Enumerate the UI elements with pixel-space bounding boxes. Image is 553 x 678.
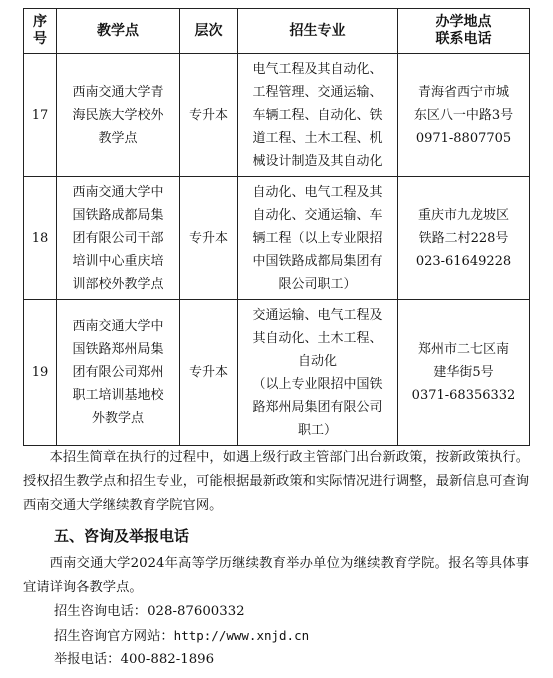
report-phone-value: 400-882-1896 (120, 652, 215, 667)
header-line: 号 (33, 31, 47, 47)
row-site (57, 54, 180, 177)
cell-line: 国铁路郑州局集 (72, 342, 164, 357)
cell-line: 职工培训基地校 (72, 388, 164, 403)
cell-line: 郑州市二七区南 (417, 342, 509, 357)
table-row (24, 177, 530, 300)
enrollment-table (23, 8, 530, 446)
cell-line: 电气工程及其自动化、 (252, 61, 383, 77)
cell-line: 教学点 (98, 130, 138, 146)
table-row (24, 54, 530, 177)
report-phone-label: 举报电话： (54, 652, 121, 667)
cell-line: 海民族大学校外 (72, 107, 164, 123)
header-addr (398, 9, 530, 54)
cell-line: 辆工程（以上专业限招 (252, 230, 383, 246)
section-intro: 西南交通大学2024年高等学历继续教育举办单位为继续教育学院。报名等具体事宜请详询各教学点。 (23, 556, 529, 595)
header-level: 层次 (180, 9, 238, 54)
cell-line: 023-61649228 (415, 253, 512, 269)
row-level: 专升本 (180, 54, 238, 177)
cell-line: 建华街5号 (433, 365, 494, 380)
cell-line: 自动化、交通运输、车 (252, 207, 383, 223)
cell-line: 西南交通大学青 (72, 84, 164, 100)
row-address-phone (398, 300, 530, 446)
official-site-link[interactable]: http://www.xnjd.cn (173, 628, 310, 643)
official-site-line (54, 626, 309, 647)
header-line: 办学地点 (435, 14, 492, 30)
enroll-phone-line (54, 602, 245, 622)
header-site: 教学点 (57, 9, 180, 54)
cell-line: 交通运输、电气工程及 (252, 307, 383, 323)
cell-line: 职工） (297, 422, 337, 438)
cell-line: 道工程、土木工程、机 (252, 130, 383, 146)
cell-line: 国铁路成都局集 (72, 207, 164, 223)
cell-line: 训部校外教学点 (72, 276, 164, 292)
row-level: 专升本 (180, 300, 238, 446)
report-phone-line (54, 650, 214, 670)
cell-line: 重庆市九龙坡区 (417, 207, 509, 223)
header-no (24, 9, 57, 54)
cell-line: 车辆工程、自动化、铁 (252, 107, 383, 123)
row-no: 19 (24, 300, 57, 446)
header-line: 序 (33, 14, 47, 30)
cell-line: 中国铁路成都局集团有 (252, 253, 383, 269)
cell-line: 西南交通大学中 (72, 184, 164, 200)
cell-line: 西南交通大学中 (72, 319, 164, 334)
row-major (238, 177, 398, 300)
policy-note: 本招生简章在执行的过程中，如遇上级行政主管部门出台新政策，按新政策执行。授权招生教学点和招生专业，可能根据最新政策和实际情况进行调整，最新信息可查询西南交通大学继续教育学院官网。 (23, 450, 529, 513)
cell-line: 东区八一中路3号 (413, 107, 514, 123)
row-no: 18 (24, 177, 57, 300)
enroll-phone-value: 028-87600332 (147, 604, 245, 619)
cell-line: 自动化 (297, 353, 337, 369)
header-major: 招生专业 (238, 9, 398, 54)
cell-line: 铁路二村228号 (418, 230, 509, 246)
cell-line: 限公司职工） (278, 276, 357, 292)
cell-line: 0371-68356332 (411, 388, 516, 403)
cell-line: 械设计制造及其自动化 (252, 153, 383, 169)
cell-line: 其自动化、土木工程、 (252, 330, 383, 346)
row-major (238, 300, 398, 446)
row-address-phone (398, 54, 530, 177)
table-row (24, 300, 530, 446)
enroll-phone-label: 招生咨询电话： (54, 604, 148, 619)
cell-line: 路郑州局集团有限公司 (252, 399, 383, 415)
row-no: 17 (24, 54, 57, 177)
cell-line: 工程管理、交通运输、 (252, 84, 383, 100)
table-header-row (24, 9, 530, 54)
row-level: 专升本 (180, 177, 238, 300)
row-site (57, 177, 180, 300)
cell-line: 团有限公司郑州 (72, 365, 164, 380)
cell-line: 培训中心重庆培 (72, 253, 164, 269)
header-line: 联系电话 (435, 31, 492, 47)
cell-line: 青海省西宁市城 (417, 84, 509, 100)
row-site (57, 300, 180, 446)
row-major (238, 54, 398, 177)
cell-line: 外教学点 (91, 411, 144, 426)
cell-line: 0971-8807705 (415, 130, 512, 146)
cell-line: 团有限公司干部 (72, 230, 164, 246)
official-site-label: 招生咨询官方网站： (54, 629, 174, 644)
cell-line: 自动化、电气工程及其 (252, 184, 383, 200)
cell-line: （以上专业限招中国铁 (252, 376, 383, 392)
section-title: 五、咨询及举报电话 (54, 527, 190, 545)
row-address-phone (398, 177, 530, 300)
